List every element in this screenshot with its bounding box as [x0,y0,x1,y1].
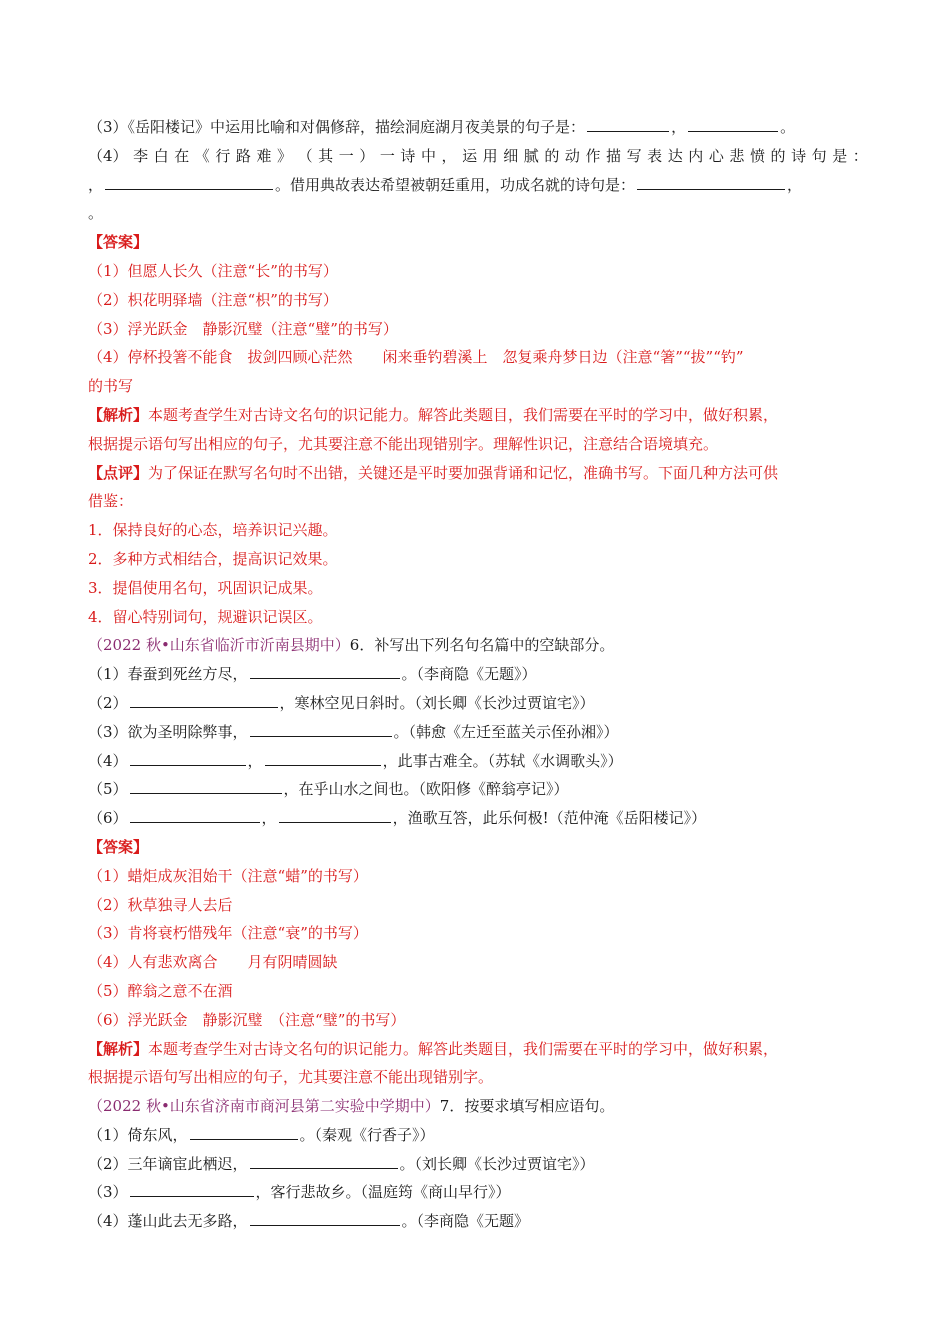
q6-item-1 [88,660,868,689]
answer-blank[interactable] [587,117,669,132]
q5-item-4-mid: 。借用典故表达希望被朝廷重用，功成名就的诗句是： [275,175,636,194]
q5-item-4-char: 动 [564,146,580,165]
answer-item: （3）浮光跃金 静影沉璧（注意“璧”的书写） [88,319,398,338]
q5-item-4-char: 达 [667,146,683,165]
item-pre: （2）三年谪宦此栖迟， [88,1154,248,1173]
q5-item-4-char: 中 [420,146,436,165]
answer-item: （2）枳花明驿墙（注意“枳”的书写） [88,290,338,309]
answer-blank[interactable] [130,808,260,823]
document-page [88,113,868,1236]
q5-item-4-char: 李 [133,146,149,165]
q7-item-1 [88,1121,868,1150]
q5-item-4-char: ， [441,146,457,165]
q6-source: （2022 秋•山东省临沂市沂南县期中） [88,636,350,655]
q6-item-4 [88,747,868,776]
analysis-line [88,401,868,430]
item-pre: （1）春蚕到死丝方尽， [88,665,248,684]
q5-item-4-char: 细 [503,146,519,165]
answer-blank[interactable] [250,664,400,679]
answer-blank[interactable] [130,751,246,766]
answer-item: （1）但愿人长久（注意“长”的书写） [88,261,338,280]
q6-item-5 [88,775,868,804]
q5-item-4-char: 表 [647,146,663,165]
q5-item-4-char: 写 [626,146,642,165]
q5-item-4-char: 《 [194,146,210,165]
item-pre: （3） [88,1183,128,1202]
q5-item-4-line2 [88,171,868,200]
q5-item-4-char: ： [852,146,868,165]
q5-item-4-line3: 。 [88,204,104,223]
item-mid: ， [247,751,263,770]
answer-blank[interactable] [250,722,392,737]
q5-item-4-char: 用 [482,146,498,165]
item-post: 。（刘长卿《长沙过贾谊宅》） [399,1154,595,1173]
comment-tag: 【点评】 [88,463,149,482]
q5-item-4-char: 一 [338,146,354,165]
q5-item-4-char: 路 [235,146,251,165]
item-pre: （5） [88,780,128,799]
item-post: 。（秦观《行香子》） [299,1125,435,1144]
q5-item-4-end: ， [787,175,803,194]
answer-blank[interactable] [130,1182,254,1197]
answer-blank[interactable] [265,751,381,766]
answer-item: （3）肯将衰朽惜残年（注意“衰”的书写） [88,924,368,943]
method-item: 4．留心特别词句，规避识记误区。 [88,607,323,626]
q5-item-4-char: 悲 [729,146,745,165]
answer-heading: 【答案】 [88,233,149,252]
q7-source: （2022 秋•山东省济南市商河县第二实验中学期中） [88,1097,440,1116]
answer-blank[interactable] [637,175,785,190]
item-pre: （3）欲为圣明除弊事， [88,722,248,741]
answer-item: 的书写 [88,377,134,396]
answer-blank[interactable] [250,1154,398,1169]
q5-item-4-char: 一 [379,146,395,165]
q5-item-4-char: 白 [153,146,169,165]
item-post: ，渔歌互答，此乐何极!（范仲淹《岳阳楼记》） [392,809,707,828]
answer-blank[interactable] [279,808,391,823]
q6-item-3 [88,718,868,747]
q5-item-4-start: ， [88,175,104,194]
q5-item-4-char: 是 [832,146,848,165]
item-post: 。（李商隐《无题》 [401,1212,530,1231]
item-post: ，客行悲故乡。（温庭筠《商山早行》） [255,1183,511,1202]
method-item: 1．保持良好的心态，培养识记兴趣。 [88,521,338,540]
q5-item-4-char: 难 [256,146,272,165]
comment-line [88,459,868,488]
answer-blank[interactable] [688,117,778,132]
q5-item-4-char: 描 [606,146,622,165]
q5-item-3-end: 。 [780,118,796,136]
item-post: 。（韩愈《左迁至蓝关示侄孙湘》） [393,722,619,741]
q5-item-4-char: 句 [811,146,827,165]
item-pre: （4）蓬山此去无多路， [88,1212,248,1231]
method-item: 3．提倡使用名句，巩固识记成果。 [88,578,323,597]
q5-item-4-char: 诗 [400,146,416,165]
comment-line: 借鉴： [88,492,134,511]
item-pre: （4） [88,751,128,770]
item-pre: （1）倚东风， [88,1125,188,1144]
q5-item-4-char: 腻 [523,146,539,165]
analysis-tag: 【解析】 [88,405,149,424]
q5-item-4-char: 在 [174,146,190,165]
q5-item-4-char: 愤 [749,146,765,165]
item-pre: （2） [88,693,128,712]
q7-item-2 [88,1150,868,1179]
q5-item-3-prefix: （3）《岳阳楼记》中运用比喻和对偶修辞，描绘洞庭湖月夜美景的句子是： [88,118,586,136]
item-pre: （6） [88,809,128,828]
q5-item-3 [88,113,868,142]
answer-item: （4）停杯投箸不能食 拔剑四顾心茫然 闲来垂钓碧溪上 忽复乘舟梦日边（注意“箸”“拔”“钓” [88,348,744,367]
q5-item-4-char: 的 [770,146,786,165]
q7-item-4 [88,1207,868,1236]
analysis-line [88,1035,868,1064]
answer-item: （6）浮光跃金 静影沉璧 （注意“璧”的书写） [88,1010,406,1029]
q5-item-4-char: 》 [277,146,293,165]
q5-item-4-char: 心 [708,146,724,165]
q6-stem: 6．补写出下列名句名篇中的空缺部分。 [349,636,615,655]
q5-item-4-char: 诗 [791,146,807,165]
q5-item-4-char: 行 [215,146,231,165]
comment-text: 为了保证在默写名句时不出错，关键还是平时要加强背诵和记忆，准确书写。下面几种方法可供 [148,463,779,482]
q5-item-4-char: （4） [88,146,128,165]
q5-item-4-char: （ [297,146,313,165]
analysis-tag: 【解析】 [88,1039,149,1058]
method-item: 2．多种方式相结合，提高识记效果。 [88,549,338,568]
q5-item-4-char: 运 [462,146,478,165]
answer-item: （1）蜡炬成灰泪始干（注意“蜡”的书写） [88,866,368,885]
q6-title [88,631,868,660]
q5-item-3-sep: ， [671,118,687,136]
q5-item-4-char: 作 [585,146,601,165]
answer-heading: 【答案】 [88,837,149,856]
answer-blank[interactable] [130,693,278,708]
item-post: 。（李商隐《无题》） [401,665,537,684]
q6-item-6 [88,804,868,833]
analysis-line: 根据提示语句写出相应的句子，尤其要注意不能出现错别字。 [88,1068,494,1087]
answer-blank[interactable] [250,1211,400,1226]
answer-blank[interactable] [105,175,273,190]
q5-item-4-char: 的 [544,146,560,165]
q5-item-4-line1 [88,142,868,171]
item-post: ，在乎山水之间也。（欧阳修《醉翁亭记》） [283,780,569,799]
answer-blank[interactable] [190,1125,298,1140]
item-post: ，寒林空见日斜时。（刘长卿《长沙过贾谊宅》） [279,693,595,712]
q5-item-4-char: 其 [318,146,334,165]
analysis-text: 本题考查学生对古诗文名句的识记能力。解答此类题目，我们需要在平时的学习中，做好积累， [148,405,779,424]
q7-stem: 7．按要求填写相应语句。 [439,1097,615,1116]
answer-item: （2）秋草独寻人去后 [88,895,233,914]
analysis-text: 本题考查学生对古诗文名句的识记能力。解答此类题目，我们需要在平时的学习中，做好积累， [148,1039,779,1058]
answer-blank[interactable] [130,779,282,794]
q7-title [88,1092,868,1121]
q6-item-2 [88,689,868,718]
q5-item-4-char: ） [359,146,375,165]
item-post: ，此事古难全。（苏轼《水调歌头》） [382,751,623,770]
answer-item: （5）醉翁之意不在酒 [88,981,233,1000]
answer-item: （4）人有悲欢离合 月有阴晴圆缺 [88,953,338,972]
q5-item-4-char: 内 [688,146,704,165]
item-mid: ， [261,809,277,828]
q7-item-3 [88,1178,868,1207]
analysis-line: 根据提示语句写出相应的句子，尤其要注意不能出现错别字。理解性识记，注意结合语境填充。 [88,434,719,453]
